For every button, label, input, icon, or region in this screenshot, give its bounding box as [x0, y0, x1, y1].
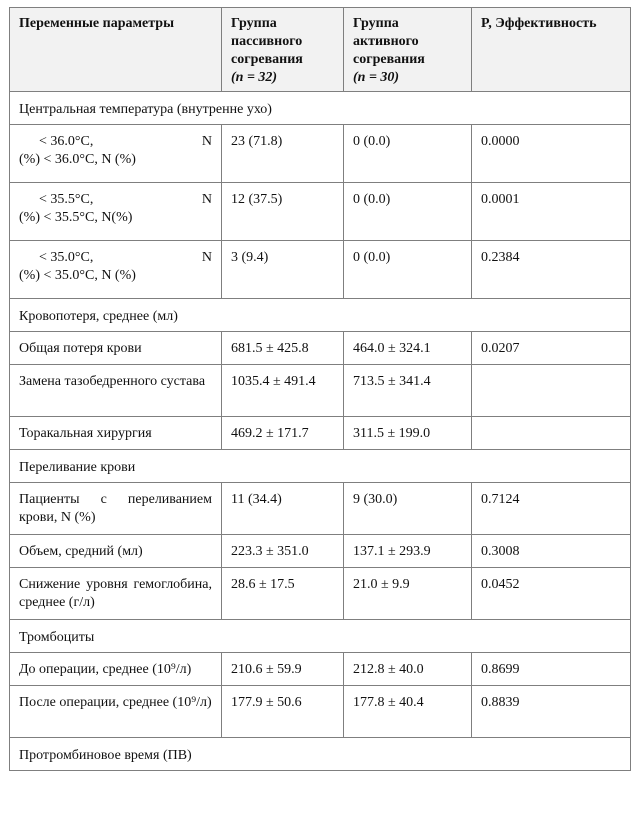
table-row: [10, 653, 631, 686]
row-label: < 36.0°C, N (%) < 36.0°C, N (%): [10, 125, 222, 183]
p-value: 0.8839: [472, 686, 631, 738]
active-value: 0 (0.0): [344, 125, 472, 183]
table-header-row: [10, 8, 631, 92]
table-row: [10, 535, 631, 568]
section-title: Переливание крови: [10, 450, 631, 483]
row-label: Снижение уровня гемоглобина, среднее (г/л): [10, 568, 222, 620]
p-value: [472, 417, 631, 450]
p-value: 0.2384: [472, 241, 631, 299]
p-value: 0.0452: [472, 568, 631, 620]
row-label: Объем, средний (мл): [10, 535, 222, 568]
section-row-blood-loss: [10, 299, 631, 332]
section-row-pt: [10, 738, 631, 771]
header-passive-group: Группа пассивного согревания (n = 32): [222, 8, 344, 92]
table-row: [10, 125, 631, 183]
p-value: 0.8699: [472, 653, 631, 686]
table-row: [10, 686, 631, 738]
header-active-group: Группа активного согревания (n = 30): [344, 8, 472, 92]
p-value: [472, 365, 631, 417]
row-label: После операции, среднее (10⁹/л): [10, 686, 222, 738]
header-p-value: P, Эффективность: [472, 8, 631, 92]
row-label: Пациенты с переливанием крови, N (%): [10, 483, 222, 535]
row-label: < 35.0°C, N (%) < 35.0°C, N (%): [10, 241, 222, 299]
active-value: 137.1 ± 293.9: [344, 535, 472, 568]
section-title: Тромбоциты: [10, 620, 631, 653]
active-value: 311.5 ± 199.0: [344, 417, 472, 450]
p-value: 0.0207: [472, 332, 631, 365]
active-value: 464.0 ± 324.1: [344, 332, 472, 365]
section-row-temperature: [10, 92, 631, 125]
passive-value: 12 (37.5): [222, 183, 344, 241]
passive-value: 223.3 ± 351.0: [222, 535, 344, 568]
active-value: 0 (0.0): [344, 241, 472, 299]
header-variables: Переменные параметры: [10, 8, 222, 92]
results-table: [9, 7, 631, 771]
passive-value: 469.2 ± 171.7: [222, 417, 344, 450]
row-label: Замена тазобедренного сустава: [10, 365, 222, 417]
table-row: [10, 568, 631, 620]
active-value: 9 (30.0): [344, 483, 472, 535]
active-value: 0 (0.0): [344, 183, 472, 241]
passive-value: 28.6 ± 17.5: [222, 568, 344, 620]
section-title: Центральная температура (внутренне ухо): [10, 92, 631, 125]
active-value: 21.0 ± 9.9: [344, 568, 472, 620]
table-row: [10, 417, 631, 450]
p-value: 0.3008: [472, 535, 631, 568]
table-row: [10, 183, 631, 241]
p-value: 0.0000: [472, 125, 631, 183]
row-label: Общая потеря крови: [10, 332, 222, 365]
section-row-transfusion: [10, 450, 631, 483]
row-label: Торакальная хирургия: [10, 417, 222, 450]
passive-value: 210.6 ± 59.9: [222, 653, 344, 686]
table-row: [10, 332, 631, 365]
section-title: Кровопотеря, среднее (мл): [10, 299, 631, 332]
p-value: 0.0001: [472, 183, 631, 241]
section-title: Протромбиновое время (ПВ): [10, 738, 631, 771]
table-row: [10, 241, 631, 299]
table-row: [10, 483, 631, 535]
section-row-platelets: [10, 620, 631, 653]
row-label: До операции, среднее (10⁹/л): [10, 653, 222, 686]
active-value: 212.8 ± 40.0: [344, 653, 472, 686]
row-label: < 35.5°C, N (%) < 35.5°C, N(%): [10, 183, 222, 241]
passive-value: 681.5 ± 425.8: [222, 332, 344, 365]
active-value: 177.8 ± 40.4: [344, 686, 472, 738]
passive-value: 11 (34.4): [222, 483, 344, 535]
passive-value: 23 (71.8): [222, 125, 344, 183]
table-row: [10, 365, 631, 417]
active-value: 713.5 ± 341.4: [344, 365, 472, 417]
p-value: 0.7124: [472, 483, 631, 535]
passive-value: 177.9 ± 50.6: [222, 686, 344, 738]
passive-value: 3 (9.4): [222, 241, 344, 299]
passive-value: 1035.4 ± 491.4: [222, 365, 344, 417]
